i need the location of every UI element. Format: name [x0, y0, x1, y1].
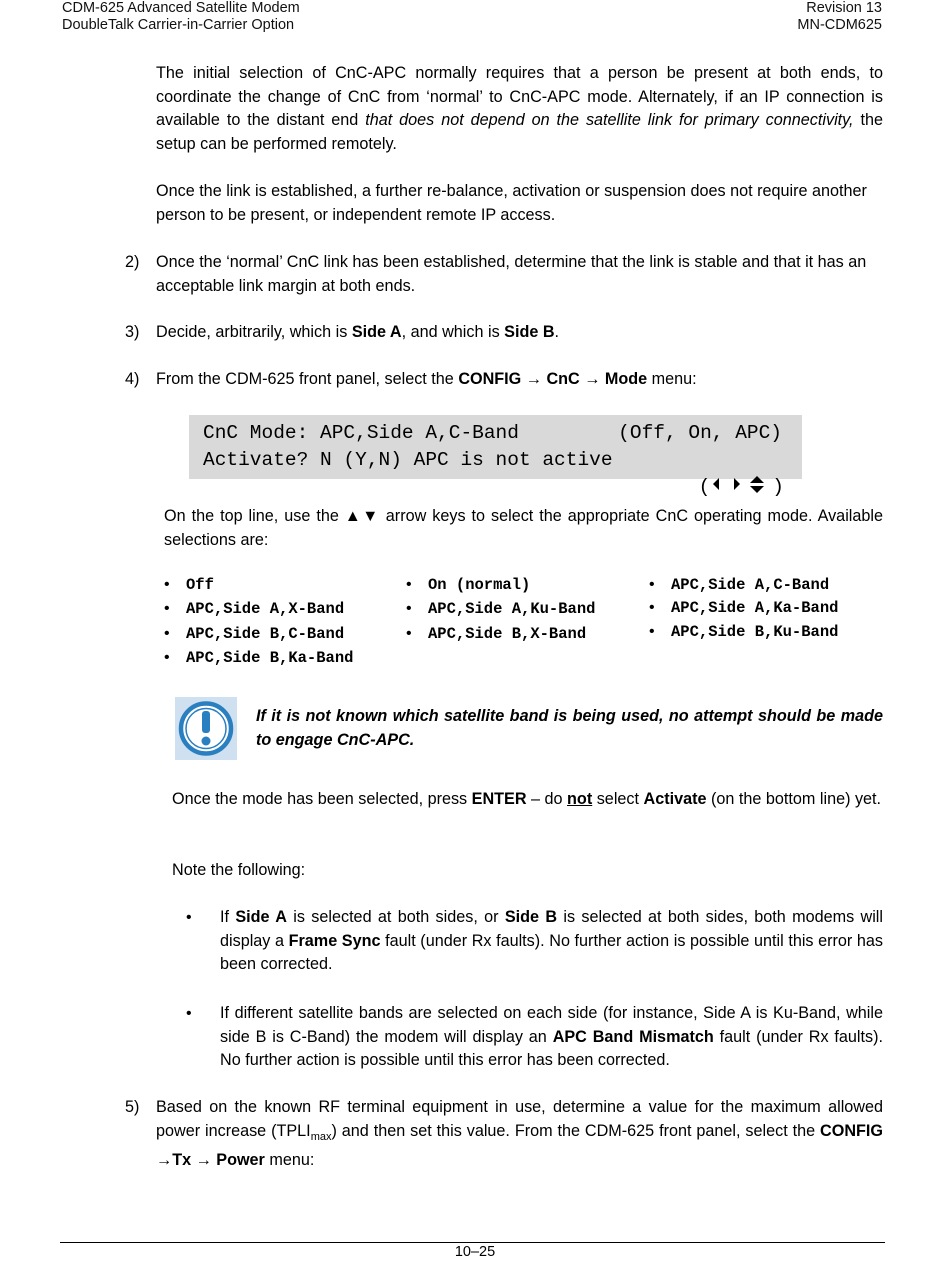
step-5-text: Based on the known RF terminal equipment in use, determine a value for the maximum allowed power increase $(TPLI_{max})$ and then set this value. From the CDM-625 front panel, select the CONFIG →Tx → Power menu:	[156, 1098, 883, 1170]
intro-paragraph-1	[156, 62, 883, 156]
step-2-text: Once the ‘normal’ CnC link has been established, determine that the link is stable and that it has an acceptable link margin at both ends.	[156, 253, 867, 295]
intro-text: The initial selection of CnC-APC normally requires that a person be present at both ends, to coordinate the change of CnC from ‘normal’ to CnC-APC mode. Alternately, if an IP connection is available to the distant end	[156, 64, 883, 129]
note-2-text: If different satellite bands are selected on each side (for instance, Side A is Ku-Band, while side B is C-Band) the modem will display an APC Band Mismatch fault (under Rx faults). No further action is possible until this error has been corrected.	[220, 1004, 883, 1069]
header-manual-number: MN-CDM625	[797, 17, 882, 33]
step-number-5: 5)	[125, 1098, 140, 1116]
menu-arrow-icon: →	[195, 1151, 212, 1170]
activate-label: Activate	[643, 790, 707, 808]
step-number-2: 2)	[125, 253, 140, 271]
step-number-3: 3)	[125, 323, 140, 341]
step-4-text: From the CDM-625 front panel, select the CONFIG → CnC → Mode menu:	[156, 370, 697, 388]
lcd-line-1: CnC Mode: APC,Side A,C-Band	[203, 422, 519, 444]
warning-text: If it is not known which satellite band is being used, no attempt should be made to engage CnC-APC.	[256, 707, 883, 749]
list-item: • Off	[164, 576, 214, 594]
menu-arrow-icon: →	[156, 1151, 173, 1170]
list-item: • APC,Side B,X-Band	[406, 625, 587, 643]
menu-mode: Mode	[604, 370, 648, 388]
step-number-4: 4)	[125, 370, 140, 388]
running-header-left	[62, 0, 300, 34]
menu-config: CONFIG	[458, 370, 522, 388]
header-section-title: DoubleTalk Carrier-in-Carrier Option	[62, 17, 295, 33]
intro-text-2: Once the link is established, a further re-balance, activation or suspension does not require another person to be present, or independent remote IP access.	[156, 182, 867, 224]
list-item: • APC,Side A,X-Band	[164, 600, 345, 618]
note-bullet: •	[186, 909, 192, 926]
list-item: • APC,Side A,C-Band	[649, 576, 830, 594]
list-item: • APC,Side B,Ku-Band	[649, 623, 839, 641]
footer-divider	[60, 1242, 885, 1243]
page-number: 10–25	[454, 1244, 496, 1260]
list-item: • APC,Side B,C-Band	[164, 625, 345, 643]
side-a-label: Side A	[351, 323, 402, 341]
header-revision: Revision 13	[806, 0, 882, 16]
header-product-title: CDM-625 Advanced Satellite Modem	[62, 0, 300, 16]
menu-cnc: CnC	[546, 370, 580, 388]
list-item: • APC,Side B,Ka-Band	[164, 649, 354, 667]
exclamation-circle-icon	[175, 697, 237, 760]
intro-paragraph-2	[156, 180, 883, 227]
menu-arrow-icon: →	[525, 370, 542, 388]
side-b-label: Side B	[504, 323, 555, 341]
enter-key-label: ENTER	[471, 790, 527, 808]
frame-sync-label: Frame Sync	[288, 931, 381, 950]
intro-italic-text: that does not depend on the satellite link for primary connectivity,	[365, 111, 854, 129]
lcd-line-1-options: (Off, On, APC)	[618, 422, 782, 444]
lcd-line-2: Activate? N (Y,N) APC is not active	[203, 449, 613, 471]
intro-text-end: the setup can be performed remotely.	[156, 111, 883, 153]
lcd-line-2-keys: ( )	[698, 476, 784, 498]
list-item: • APC,Side A,Ka-Band	[649, 599, 839, 617]
note-bullet: •	[186, 1005, 192, 1022]
after-selection-paragraph: Once the mode has been selected, press ENTER – do not select Activate (on the bottom line) yet.	[172, 790, 882, 808]
menu-arrow-icon: →	[584, 370, 601, 388]
list-item: • APC,Side A,Ku-Band	[406, 600, 596, 618]
selection-intro: On the top line, use the ▲▼ arrow keys to select the appropriate CnC operating mode. Available selections are:	[164, 507, 883, 549]
front-panel-lcd-display	[189, 415, 802, 498]
running-header-right	[797, 0, 882, 34]
apc-band-mismatch-label: APC Band Mismatch	[552, 1027, 714, 1046]
note-heading: Note the following:	[172, 861, 306, 879]
step-3-text: Decide, arbitrarily, which is Side A, and which is Side B.	[156, 323, 560, 341]
not-emphasis: not	[567, 790, 593, 808]
arrow-keys-icon	[710, 475, 772, 495]
list-item: • On (normal)	[406, 576, 531, 594]
note-1-text: If Side A is selected at both sides, or Side B is selected at both sides, both modems will display a Frame Sync fault (under Rx faults). No further action is possible until this error has been corrected.	[220, 908, 884, 973]
